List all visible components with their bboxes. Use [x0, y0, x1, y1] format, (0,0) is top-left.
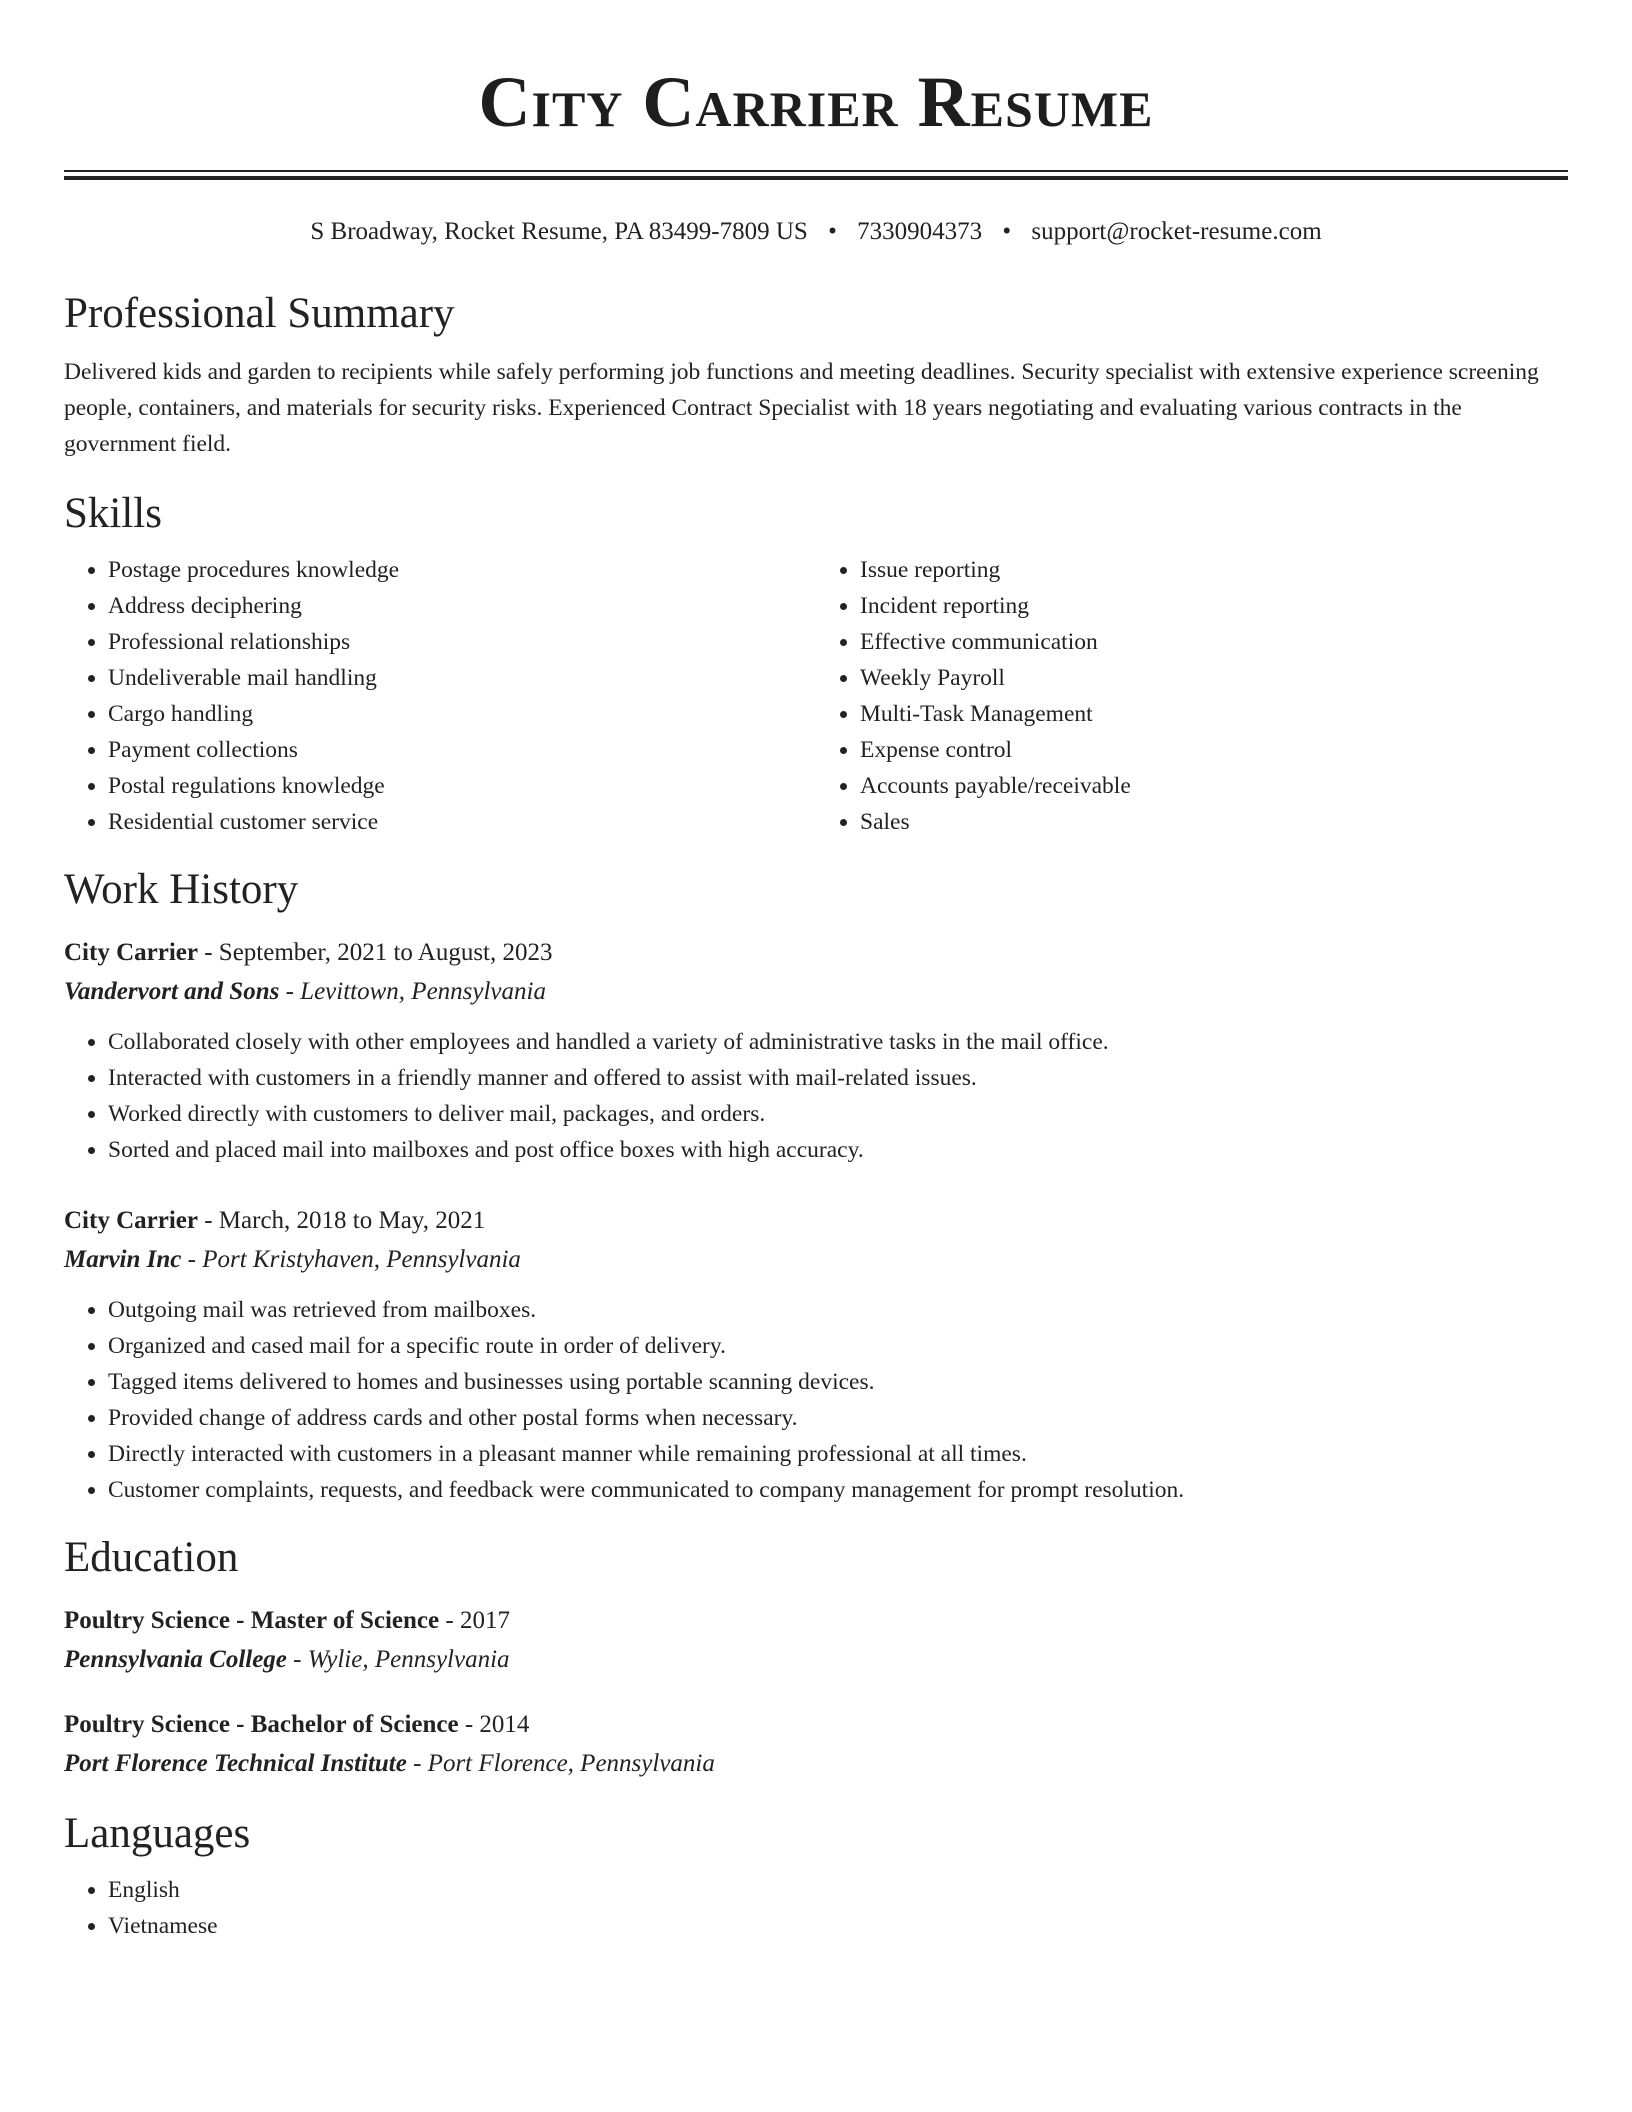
skill-item: • Address deciphering: [108, 588, 816, 624]
job-duties: [64, 1024, 1568, 1168]
job-dates: - March, 2018 to May, 2021: [197, 1207, 486, 1234]
skill-item: • Payment collections: [108, 732, 816, 768]
job-duty: • Directly interacted with customers in a pleasant manner while remaining professional at all times.: [108, 1436, 1568, 1472]
job-location: - Levittown, Pennsylvania: [279, 978, 546, 1005]
education-entry: [64, 1706, 1568, 1784]
skill-item: • Cargo handling: [108, 696, 816, 732]
job-duties: [64, 1292, 1568, 1508]
skill-item: • Accounts payable/receivable: [860, 768, 1568, 804]
job-company-line: [64, 1240, 1568, 1280]
education-header: [64, 1602, 1568, 1640]
job-duty: • Organized and cased mail for a specific route in order of delivery.: [108, 1328, 1568, 1364]
job-role: City Carrier: [64, 939, 198, 966]
resume-title: City Carrier Resume: [478, 62, 1154, 142]
education-school-line: [64, 1744, 1568, 1784]
skill-item: • Incident reporting: [860, 588, 1568, 624]
skill-item: • Weekly Payroll: [860, 660, 1568, 696]
skill-item: • Sales: [860, 804, 1568, 840]
education-location: - Wylie, Pennsylvania: [286, 1646, 510, 1673]
job-duty: • Worked directly with customers to deliver mail, packages, and orders.: [108, 1096, 1568, 1132]
job-duty: • Tagged items delivered to homes and businesses using portable scanning devices.: [108, 1364, 1568, 1400]
work-history-heading: Work History: [64, 866, 299, 913]
skill-item: • Issue reporting: [860, 552, 1568, 588]
job-dates: - September, 2021 to August, 2023: [197, 939, 553, 966]
skill-item: • Effective communication: [860, 624, 1568, 660]
languages-list: [64, 1872, 1568, 1944]
education-school: Pennsylvania College: [64, 1646, 287, 1673]
title-divider: [64, 170, 1568, 180]
education-school: Port Florence Technical Institute: [64, 1750, 407, 1777]
job-duty: • Outgoing mail was retrieved from mailboxes.: [108, 1292, 1568, 1328]
job-location: - Port Kristyhaven, Pennsylvania: [181, 1246, 521, 1273]
job-role: City Carrier: [64, 1207, 198, 1234]
job-entry: [64, 934, 1568, 1168]
job-duty: • Interacted with customers in a friendly manner and offered to assist with mail-related issues.: [108, 1060, 1568, 1096]
skill-item: • Postage procedures knowledge: [108, 552, 816, 588]
education-location: - Port Florence, Pennsylvania: [406, 1750, 715, 1777]
job-company-line: [64, 972, 1568, 1012]
education-degree: Poultry Science - Master of Science: [64, 1607, 440, 1634]
skill-item: • Residential customer service: [108, 804, 816, 840]
languages-heading: Languages: [64, 1810, 251, 1857]
contact-separator: •: [1002, 218, 1012, 245]
language-item: • Vietnamese: [108, 1908, 1568, 1944]
job-duty: • Collaborated closely with other employees and handled a variety of administrative tasks in the mail office.: [108, 1024, 1568, 1060]
skills-heading: Skills: [64, 490, 162, 537]
job-duty: • Sorted and placed mail into mailboxes and post office boxes with high accuracy.: [108, 1132, 1568, 1168]
job-duty: • Customer complaints, requests, and feedback were communicated to company management for prompt resolution.: [108, 1472, 1568, 1508]
education-header: [64, 1706, 1568, 1744]
job-company: Marvin Inc: [64, 1246, 182, 1273]
summary-heading: Professional Summary: [64, 290, 455, 337]
skills-list-left: [64, 552, 816, 840]
language-item: • English: [108, 1872, 1568, 1908]
skill-item: • Undeliverable mail handling: [108, 660, 816, 696]
contact-separator: •: [828, 218, 837, 245]
contact-email: support@rocket-resume.com: [1031, 218, 1322, 245]
skill-item: • Multi-Task Management: [860, 696, 1568, 732]
skill-item: • Expense control: [860, 732, 1568, 768]
education-degree: Poultry Science - Bachelor of Science: [64, 1711, 459, 1738]
contact-phone: 7330904373: [857, 218, 983, 245]
skill-item: • Postal regulations knowledge: [108, 768, 816, 804]
skill-item: • Professional relationships: [108, 624, 816, 660]
contact-line: [64, 216, 1568, 248]
education-year: - 2017: [439, 1607, 510, 1634]
education-heading: Education: [64, 1534, 239, 1581]
job-header: [64, 1202, 1568, 1240]
summary-text: Delivered kids and garden to recipients while safely performing job functions and meeting deadlines. Security specialist with extensive experience screening people, containers, and materials for security risks. Experienced Contract Specialist with 18 years negotiating and evaluating various contracts in the government field.: [64, 359, 1539, 457]
job-entry: [64, 1202, 1568, 1508]
education-school-line: [64, 1640, 1568, 1680]
skills-columns: [64, 552, 1568, 840]
education-year: - 2014: [458, 1711, 530, 1738]
contact-address: S Broadway, Rocket Resume, PA 83499-7809 US: [310, 218, 808, 245]
job-company: Vandervort and Sons: [64, 978, 280, 1005]
job-duty: • Provided change of address cards and other postal forms when necessary.: [108, 1400, 1568, 1436]
skills-list-right: [816, 552, 1568, 840]
job-header: [64, 934, 1568, 972]
education-entry: [64, 1602, 1568, 1680]
